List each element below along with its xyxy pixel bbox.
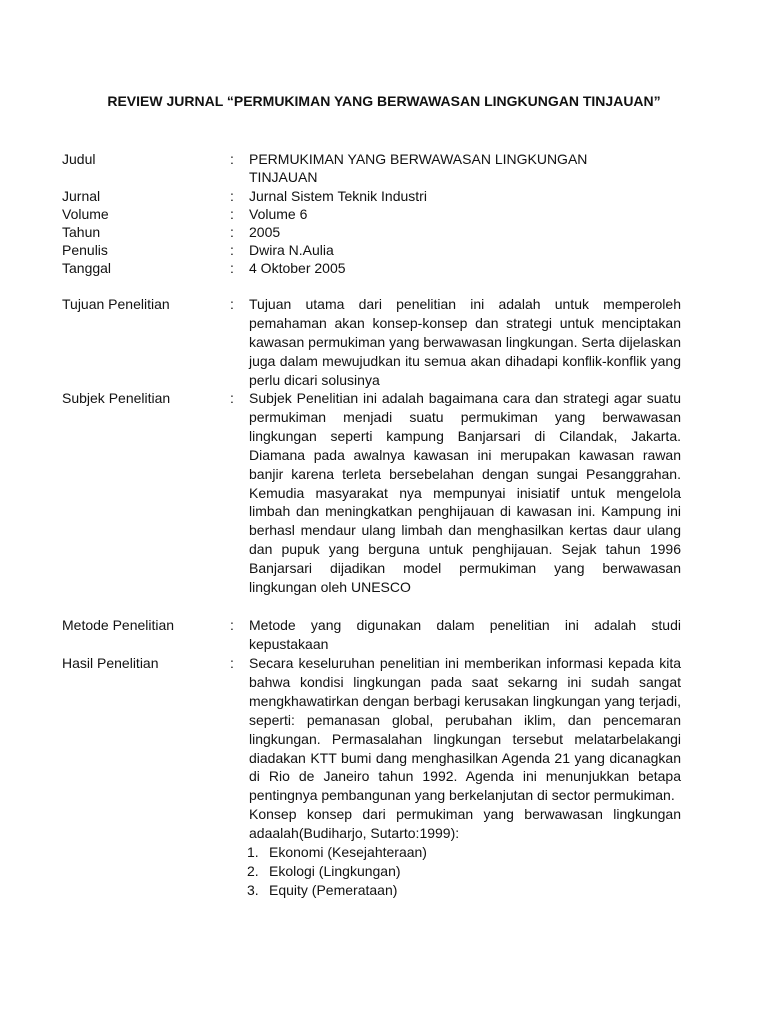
section-label: Hasil Penelitian: [62, 655, 159, 671]
colon: :: [230, 390, 234, 406]
meta-row-penulis: [62, 241, 682, 259]
colon: :: [230, 242, 234, 258]
meta-row-judul: [62, 150, 682, 190]
list-item: [249, 862, 681, 881]
meta-value: 2005: [249, 224, 281, 240]
meta-label: Judul: [62, 151, 96, 167]
konsep-text: Konsep konsep dari permukiman yang berwawasan lingkungan adaalah(Budiharjo, Sutarto:1999):: [249, 806, 681, 842]
konsep-list: [249, 843, 681, 900]
section-body: [249, 654, 681, 900]
meta-label: Volume: [62, 206, 109, 222]
document-title: REVIEW JURNAL “PERMUKIMAN YANG BERWAWASAN LINGKUNGAN TINJAUAN”: [107, 93, 661, 109]
section-label: Subjek Penelitian: [62, 390, 171, 406]
colon: :: [230, 260, 234, 276]
section-label: Tujuan Penelitian: [62, 296, 170, 312]
colon: :: [230, 655, 234, 671]
colon: :: [230, 224, 234, 240]
meta-value: Volume 6: [249, 206, 308, 222]
list-number: 3.: [247, 881, 259, 898]
colon: :: [230, 188, 234, 204]
meta-label: Penulis: [62, 242, 108, 258]
meta-label: Tanggal: [62, 260, 112, 276]
list-number: 1.: [247, 844, 259, 861]
section-label: Metode Penelitian: [62, 617, 175, 633]
meta-value: Dwira N.Aulia: [249, 242, 334, 258]
colon: :: [230, 206, 234, 222]
meta-label: Jurnal: [62, 188, 101, 204]
colon: :: [230, 151, 234, 167]
list-item: [249, 843, 681, 862]
meta-value: Jurnal Sistem Teknik Industri: [249, 188, 427, 204]
meta-row-volume: [62, 205, 682, 223]
meta-value: 4 Oktober 2005: [249, 260, 346, 276]
section-text: Metode yang digunakan dalam penelitian ini adalah studi kepustakaan: [249, 617, 681, 652]
section-text: Secara keseluruhan penelitian ini memberikan informasi kepada kita bahwa kondisi lingkungan pada saat sekarng ini sudah sangat mengkhawatirkan dengan berbagi kerusakan lingkungan yang terjadi, seperti: pemanasan global, perubahan iklim, dan pencemaran lingkungan. Permasalahan lingkungan tersebut melatarbelakangi diadakan KTT bumi dang menghasilkan Agenda 21 yang dicanagkan di Rio de Janeiro tahun 1992. Agenda ini menunjukkan betapa pentingnya pembangunan yang berkelanjutan di sector permukiman.: [249, 655, 681, 804]
section-text: Subjek Penelitian ini adalah bagaimana cara dan strategi agar suatu permukiman menjadi suatu permukiman yang berwawasan lingkungan seperti kampung Banjarsari di Cilandak, Jakarta. Diamana pada awalnya kawasan ini merupakan kawasan rawan banjir karena terleta bersebelahan dengan sungai Pesanggrahan. Kemudia masyarakat nya mempunyai inisiatif untuk mengelola limbah dan meningkatkan penghijauan di kawasan ini. Kampung ini berhasl mendaur ulang limbah dan menghasilkan kertas daur ulang dan pupuk yang berguna untuk penghijauan. Sejak tahun 1996 Banjarsari dijadikan model permukiman yang berwawasan lingkungan oleh UNESCO: [249, 390, 681, 596]
list-text: Equity (Pemerataan): [269, 881, 398, 898]
colon: :: [230, 296, 234, 312]
meta-label: Tahun: [62, 224, 101, 240]
meta-row-tanggal: [62, 259, 682, 277]
list-text: Ekologi (Lingkungan): [269, 862, 401, 879]
section-text: Tujuan utama dari penelitian ini adalah untuk memperoleh pemahaman akan konsep-konsep dan strategi untuk menciptakan kawasan permukiman yang berwawasan lingkungan. Serta dijelaskan juga dalam mewujudkan itu semua akan dihadapi konflik-konflik yang perlu dicari solusinya: [249, 296, 681, 388]
meta-row-tahun: [62, 223, 682, 241]
colon: :: [230, 617, 234, 633]
meta-value: PERMUKIMAN YANG BERWAWASAN LINGKUNGAN TINJAUAN: [249, 151, 588, 185]
list-number: 2.: [247, 862, 259, 879]
list-item: [249, 881, 681, 900]
meta-row-jurnal: [62, 187, 682, 205]
list-text: Ekonomi (Kesejahteraan): [269, 844, 427, 861]
